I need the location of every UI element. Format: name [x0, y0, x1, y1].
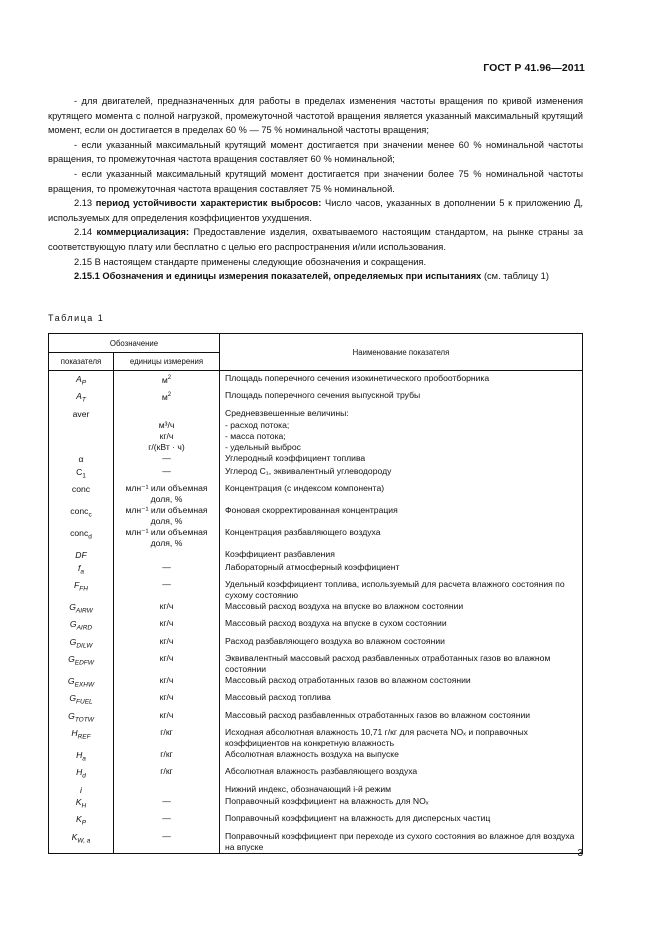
table-row: [49, 601, 583, 618]
symbol: K: [75, 814, 82, 825]
paragraph-2-14: [48, 225, 583, 254]
table-row: [49, 579, 583, 601]
unit-cell: [114, 618, 220, 635]
unit-cell: [114, 749, 220, 766]
symbol: C: [76, 466, 83, 477]
symbol-subscript: EDFW: [74, 659, 94, 667]
table-row: [49, 692, 583, 709]
description-cell: Исходная абсолютная влажность 10,71 г/кг для расчета NOₓ и поправочных коэффициентов на конкретную влажность: [220, 727, 583, 749]
symbol-cell: [49, 483, 114, 505]
symbol: conc: [71, 484, 91, 495]
description-cell: Углерод C₁, эквивалентный углеводороду: [220, 466, 583, 483]
symbol-subscript: DILW: [76, 642, 93, 650]
document-code: ГОСТ Р 41.96—2011: [483, 62, 585, 74]
symbol-cell: [49, 618, 114, 635]
table-row: [49, 675, 583, 692]
unit: —: [162, 813, 171, 824]
symbol: G: [69, 636, 77, 647]
unit: —: [162, 796, 171, 807]
table-row: [49, 420, 583, 431]
table-row: [49, 431, 583, 442]
symbol-cell: [49, 749, 114, 766]
unit: кг/ч: [159, 635, 174, 646]
unit-cell: [114, 831, 220, 854]
symbol-cell: [49, 831, 114, 854]
symbol-subscript: FUEL: [76, 699, 93, 706]
header-designation: Обозначение: [49, 334, 220, 353]
paragraph-torque-range: - для двигателей, предназначенных для работы в пределах изменения частоты вращения по кривой изменения крутящего момента с полной нагрузкой, промежуточной частотой вращения является указанный максимальный крутящий момент, если он достигается в пределах 60 % — 75 % номинальной частоты вращения;: [48, 96, 583, 136]
symbol-cell: [49, 453, 114, 466]
unit: млн⁻¹ или объемная доля, %: [125, 527, 208, 549]
table-row: [49, 749, 583, 766]
symbol: f: [77, 562, 81, 573]
symbol-cell: [49, 675, 114, 692]
unit-cell: [114, 653, 220, 675]
unit: м³/ч: [158, 420, 175, 431]
unit: г/кг: [160, 766, 173, 777]
unit-cell: [114, 675, 220, 692]
symbol-cell: [49, 727, 114, 749]
symbol-subscript: H: [81, 802, 87, 810]
symbol: F: [74, 580, 80, 591]
page-number: 3: [577, 848, 583, 859]
description-cell: Расход разбавляющего воздуха во влажном состоянии: [220, 636, 583, 653]
description-cell: Массовый расход воздуха на впуске во влажном состоянии: [220, 601, 583, 618]
symbol-cell: [49, 766, 114, 783]
symbol-subscript: d: [82, 772, 86, 780]
table-row: [49, 727, 583, 749]
symbol: H: [76, 767, 83, 778]
symbol-cell: [49, 653, 114, 675]
symbol-subscript: REF: [77, 733, 91, 741]
unit-superscript: 2: [167, 392, 172, 399]
description-cell: Поправочный коэффициент на влажность для дисперсных частиц: [220, 813, 583, 830]
description-cell: Удельный коэффициент топлива, используемый для расчета влажного состояния по сухому состоянию: [220, 579, 583, 601]
symbol: i: [80, 784, 82, 795]
paragraph-2-13: [48, 196, 583, 225]
unit-cell: [114, 483, 220, 505]
unit-cell: [114, 692, 220, 709]
table-row: [49, 549, 583, 562]
symbol-cell: [49, 692, 114, 709]
symbol: conc: [70, 528, 89, 539]
unit-cell: [114, 813, 220, 830]
description-cell: Средневзвешенные величины:: [220, 408, 583, 421]
description-cell: Массовый расход воздуха на впуске в сухом состоянии: [220, 618, 583, 635]
description-cell: - масса потока;: [220, 431, 583, 442]
table-row: [49, 766, 583, 783]
paragraph-below-60: - если указанный максимальный крутящий момент достигается при значении менее 60 % номинальной частоты вращения, то промежуточная частота вращения составляет 60 % номинальной;: [48, 139, 583, 165]
table-row: [49, 784, 583, 797]
table-row: [49, 618, 583, 635]
description-cell: Поправочный коэффициент на влажность для NOₓ: [220, 796, 583, 813]
table-row: [49, 408, 583, 421]
symbol: K: [75, 797, 82, 808]
clause-term: коммерциализация:: [96, 227, 190, 238]
table-row: [49, 466, 583, 483]
symbol-subscript: W, a: [77, 837, 91, 845]
symbol-subscript: T: [81, 397, 86, 405]
symbol-cell: [49, 784, 114, 797]
symbol-subscript: AIRD: [76, 625, 93, 633]
symbol-cell: [49, 390, 114, 407]
table-row: [49, 527, 583, 549]
unit-cell: [114, 579, 220, 601]
unit-cell: [114, 549, 220, 562]
table-row: [49, 636, 583, 653]
symbol: H: [76, 749, 83, 760]
unit: кг/ч: [159, 652, 174, 663]
description-cell: Абсолютная влажность воздуха на выпуске: [220, 749, 583, 766]
description-cell: Фоновая скорректированная концентрация: [220, 505, 583, 527]
symbol-cell: [49, 527, 114, 549]
unit-cell: [114, 408, 220, 421]
unit-cell: [114, 727, 220, 749]
symbol: A: [76, 391, 82, 402]
symbol-subscript: FH: [79, 585, 88, 593]
unit-cell: [114, 562, 220, 579]
unit-cell: [114, 466, 220, 483]
clause-term: период устойчивости характеристик выбросов:: [95, 198, 322, 209]
unit: кг/ч: [159, 674, 174, 685]
table-row: [49, 505, 583, 527]
symbol-subscript: a: [80, 568, 84, 576]
symbol: H: [71, 727, 78, 738]
description-cell: - удельный выброс: [220, 442, 583, 453]
symbol-cell: [49, 601, 114, 618]
clause-text: (см. таблицу 1): [483, 271, 549, 282]
table-row: [49, 710, 583, 727]
clause-text: Предоставление изделия, охватываемого настоящим стандартом, на рынке страны за соответствующую плату или бесплатно с целью его распространения и/или использования.: [48, 227, 583, 252]
unit-cell: [114, 710, 220, 727]
unit-cell: [114, 453, 220, 466]
unit-superscript: 2: [167, 375, 172, 381]
symbol-subscript: TOTW: [74, 716, 94, 724]
unit: кг/ч: [159, 692, 174, 703]
clause-heading: 2.15.1 Обозначения и единицы измерения показателей, определяемых при испытаниях: [74, 271, 482, 282]
description-cell: Массовый расход топлива: [220, 692, 583, 709]
table-row: [49, 796, 583, 813]
unit: кг/ч: [159, 709, 174, 720]
unit-cell: [114, 390, 220, 407]
symbol-cell: [49, 579, 114, 601]
unit: м: [161, 392, 168, 403]
paragraph-2-15-1: [48, 269, 583, 284]
unit: кг/ч: [159, 431, 174, 442]
header-unit: единицы измерения: [114, 353, 220, 371]
symbol-cell: [49, 796, 114, 813]
table-row: [49, 653, 583, 675]
symbol-cell: [49, 636, 114, 653]
unit: м: [161, 374, 168, 385]
symbol-cell: [49, 505, 114, 527]
paragraph-2-15: 2.15 В настоящем стандарте применены следующие обозначения и сокращения.: [74, 256, 427, 267]
header-symbol: показателя: [49, 353, 114, 371]
unit: —: [162, 579, 171, 590]
unit-cell: [114, 601, 220, 618]
description-cell: Концентрация разбавляющего воздуха: [220, 527, 583, 549]
unit-cell: [114, 505, 220, 527]
unit: млн⁻¹ или объемная доля, %: [125, 483, 208, 505]
unit: г/кг: [160, 726, 173, 737]
unit: кг/ч: [159, 618, 174, 629]
unit-cell: [114, 784, 220, 797]
description-cell: Концентрация (с индексом компонента): [220, 483, 583, 505]
unit-cell: [114, 527, 220, 549]
unit-cell: [114, 442, 220, 453]
table-body: [49, 371, 583, 854]
unit: —: [162, 453, 171, 464]
symbol-cell: [49, 562, 114, 579]
symbol: K: [71, 831, 78, 842]
symbol-subscript: 1: [82, 472, 86, 480]
symbol: G: [68, 653, 75, 664]
symbol-subscript: AIRW: [75, 607, 93, 615]
body-text: [48, 94, 583, 284]
description-cell: Абсолютная влажность разбавляющего воздуха: [220, 766, 583, 783]
symbol: G: [69, 693, 77, 704]
table-row: [49, 442, 583, 453]
unit-cell: [114, 766, 220, 783]
symbol-cell: [49, 442, 114, 453]
symbol: DF: [75, 550, 87, 561]
symbol-subscript: a: [82, 755, 86, 763]
symbol-cell: [49, 466, 114, 483]
table-row: [49, 813, 583, 830]
symbol-cell: [49, 408, 114, 421]
symbol-cell: [49, 371, 114, 391]
clause-text: Число часов, указанных в дополнении 5 к приложению Д, используемых для определения коэффициентов ухудшения.: [48, 198, 583, 223]
symbol-cell: [49, 710, 114, 727]
description-cell: Углеродный коэффициент топлива: [220, 453, 583, 466]
symbol: aver: [72, 408, 90, 419]
symbol-subscript: d: [88, 533, 92, 541]
symbol: conc: [70, 506, 89, 517]
description-cell: Массовый расход отработанных газов во влажном состоянии: [220, 675, 583, 692]
description-cell: Нижний индекс, обозначающий i-й режим: [220, 784, 583, 797]
unit-cell: [114, 431, 220, 442]
unit: —: [162, 561, 171, 572]
description-cell: Площадь поперечного сечения выпускной трубы: [220, 390, 583, 407]
description-cell: Коэффициент разбавления: [220, 549, 583, 562]
paragraph-above-75: - если указанный максимальный крутящий момент достигается при значении более 75 % номинальной частоты вращения, то промежуточная частота вращения составляет 75 % номинальной.: [48, 168, 583, 194]
symbol-subscript: P: [81, 820, 87, 828]
clause-number: 2.13: [74, 198, 93, 209]
table-caption: Таблица 1: [48, 313, 105, 323]
symbol: G: [68, 710, 75, 721]
symbol: A: [75, 374, 82, 384]
header-parameter-name: Наименование показателя: [220, 334, 583, 371]
symbol: G: [69, 602, 76, 613]
description-cell: Площадь поперечного сечения изокинетического пробоотборника: [220, 371, 583, 391]
clause-number: 2.14: [74, 227, 93, 238]
unit: —: [162, 830, 171, 841]
description-cell: Поправочный коэффициент при переходе из сухого состояния во влажное для воздуха на впуске: [220, 831, 583, 854]
unit-cell: [114, 420, 220, 431]
table-row: [49, 390, 583, 407]
description-cell: - расход потока;: [220, 420, 583, 431]
symbol-cell: [49, 813, 114, 830]
description-cell: Массовый расход разбавленных отработанных газов во влажном состоянии: [220, 710, 583, 727]
symbol-cell: [49, 431, 114, 442]
table-row: [49, 562, 583, 579]
symbol-subscript: P: [81, 379, 87, 387]
unit: г/(кВт · ч): [148, 442, 185, 453]
unit-cell: [114, 636, 220, 653]
symbol-subscript: c: [88, 511, 92, 519]
unit: кг/ч: [159, 601, 174, 612]
table-row: [49, 371, 583, 391]
description-cell: Лабораторный атмосферный коэффициент: [220, 562, 583, 579]
description-cell: Эквивалентный массовый расход разбавленных отработанных газов во влажном состоянии: [220, 653, 583, 675]
symbol: α: [78, 454, 84, 465]
symbol-cell: [49, 549, 114, 562]
unit-cell: [114, 796, 220, 813]
symbols-table: [48, 333, 583, 854]
table-row: [49, 831, 583, 854]
symbol: G: [69, 619, 77, 630]
unit: млн⁻¹ или объемная доля, %: [125, 505, 208, 527]
unit: г/кг: [160, 748, 173, 759]
symbol-cell: [49, 420, 114, 431]
symbol: G: [67, 675, 75, 686]
table-row: [49, 483, 583, 505]
unit-cell: [114, 371, 220, 391]
symbol-subscript: EXHW: [74, 681, 95, 689]
unit: —: [162, 465, 171, 476]
table-row: [49, 453, 583, 466]
